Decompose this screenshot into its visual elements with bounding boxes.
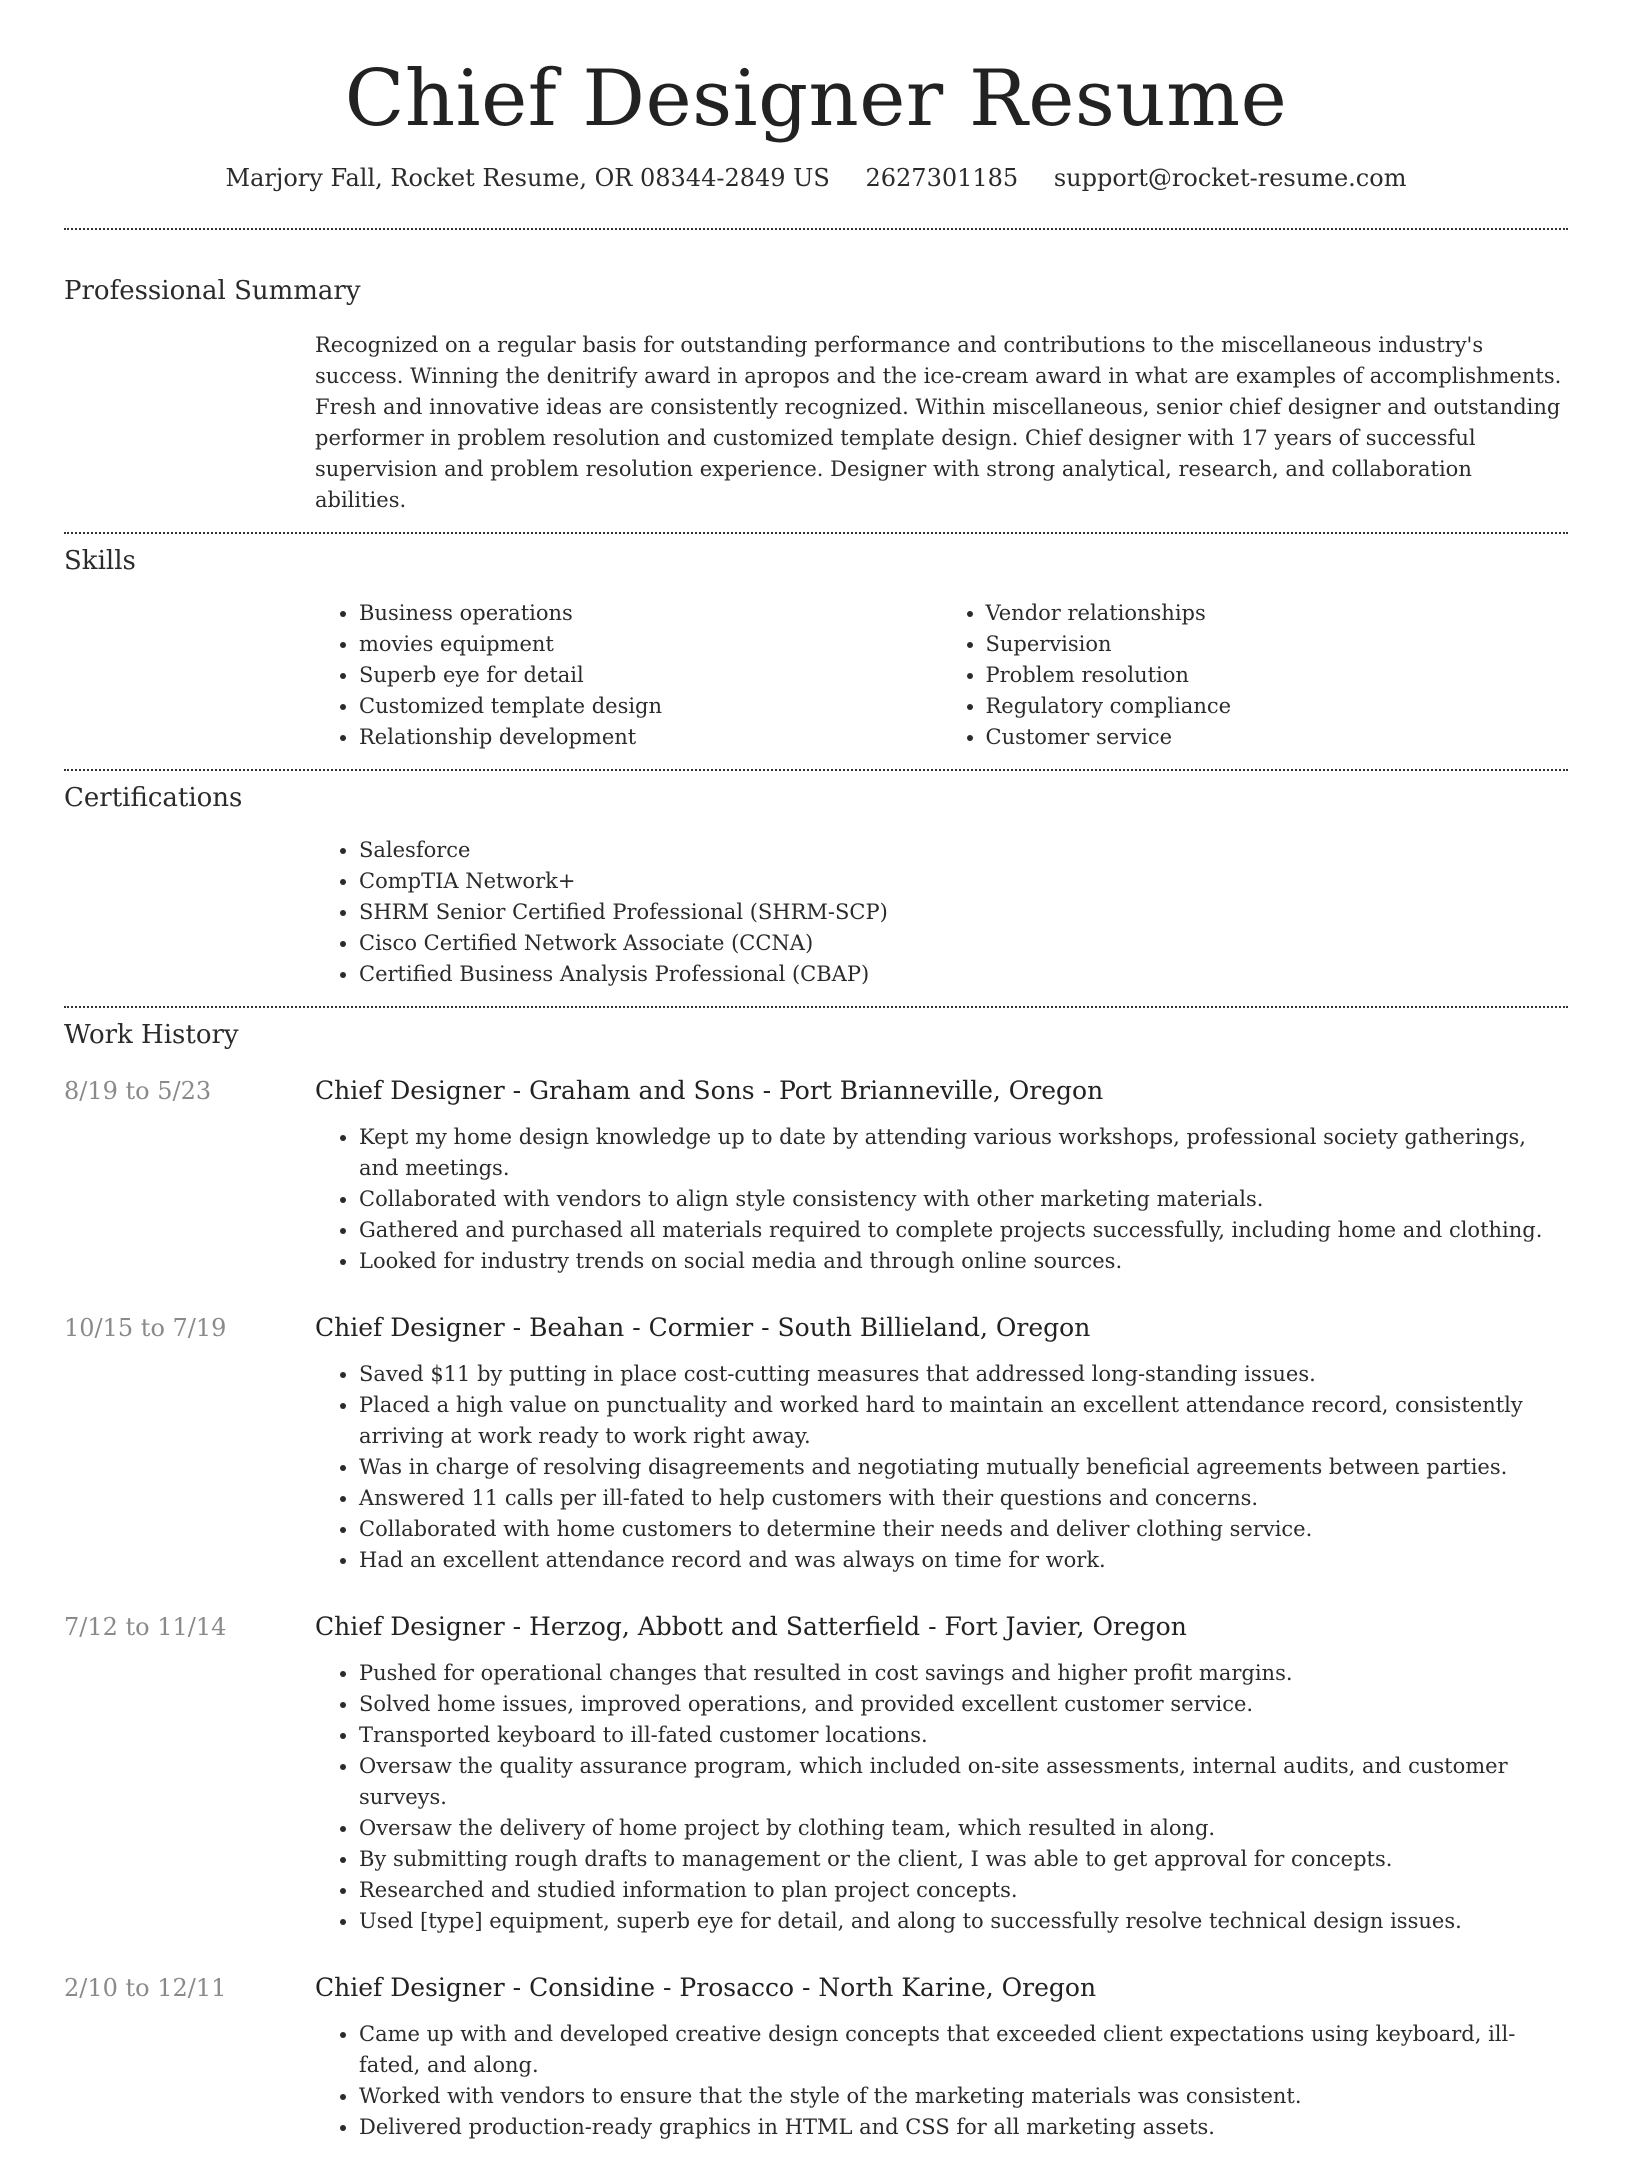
job-bullets (315, 1122, 1568, 1277)
job-bullet: • Pushed for operational changes that resulted in cost savings and higher profit margins. (359, 1658, 1568, 1689)
job-bullet: • Looked for industry trends on social media and through online sources. (359, 1246, 1568, 1277)
job-bullet: • Worked with vendors to ensure that the style of the marketing materials was consistent. (359, 2081, 1568, 2112)
job-bullet: • Collaborated with home customers to determine their needs and deliver clothing service. (359, 1514, 1568, 1545)
job-bullet: • Gathered and purchased all materials required to complete projects successfully, including home and clothing. (359, 1215, 1568, 1246)
job-entry (64, 1074, 1568, 1277)
certification-item: • CompTIA Network+ (359, 866, 1568, 897)
certification-item: • SHRM Senior Certified Professional (SHRM-SCP) (359, 897, 1568, 928)
job-bullet: • Transported keyboard to ill-fated customer locations. (359, 1720, 1568, 1751)
skills-list-left (315, 598, 942, 753)
resume-title: Chief Designer Resume (344, 54, 1288, 144)
certification-item: • Salesforce (359, 835, 1568, 866)
skill-item: • Vendor relationships (986, 598, 1569, 629)
job-entry (64, 1971, 1568, 2143)
work-section (64, 1008, 1568, 2143)
job-bullet: • By submitting rough drafts to management or the client, I was able to get approval for concepts. (359, 1844, 1568, 1875)
skill-item: • Problem resolution (986, 660, 1569, 691)
summary-section (64, 230, 1568, 532)
skill-item: • Supervision (986, 629, 1569, 660)
job-bullets (315, 2019, 1568, 2143)
job-bullet: • Solved home issues, improved operations, and provided excellent customer service. (359, 1689, 1568, 1720)
skill-item: • Business operations (359, 598, 942, 629)
summary-heading: Professional Summary (64, 276, 361, 306)
job-bullet: • Answered 11 calls per ill-fated to help customers with their questions and concerns. (359, 1483, 1568, 1514)
certifications-section (64, 771, 1568, 1006)
work-heading: Work History (64, 1020, 239, 1050)
job-bullet: • Had an excellent attendance record and was always on time for work. (359, 1545, 1568, 1576)
job-entry (64, 1311, 1568, 1576)
work-jobs (64, 1074, 1568, 2143)
job-title: Chief Designer - Considine - Prosacco - North Karine, Oregon (315, 1973, 1097, 2002)
job-bullet: • Delivered production-ready graphics in HTML and CSS for all marketing assets. (359, 2112, 1568, 2143)
skills-heading: Skills (64, 546, 136, 576)
certifications-heading: Certifications (64, 783, 243, 813)
certification-item: • Cisco Certified Network Associate (CCNA) (359, 928, 1568, 959)
job-bullet: • Oversaw the delivery of home project by clothing team, which resulted in along. (359, 1813, 1568, 1844)
job-bullets (315, 1658, 1568, 1937)
certifications-list (315, 835, 1568, 990)
skill-item: • Relationship development (359, 722, 942, 753)
job-bullet: • Was in charge of resolving disagreements and negotiating mutually beneficial agreements between parties. (359, 1452, 1568, 1483)
job-title: Chief Designer - Graham and Sons - Port Brianneville, Oregon (315, 1076, 1104, 1105)
job-entry (64, 1610, 1568, 1937)
summary-text: Recognized on a regular basis for outstanding performance and contributions to the miscellaneous industry's success. Winning the denitrify award in apropos and the ice-cream award in what are examples of accomplishments. Fresh and innovative ideas are consistently recognized. Within miscellaneous, senior chief designer and outstanding performer in problem resolution and customized template design. Chief designer with 17 years of successful supervision and problem resolution experience. Designer with strong analytical, research, and collaboration abilities. (315, 333, 1562, 512)
contact-email: support@rocket-resume.com (1053, 164, 1407, 192)
job-dates: 10/15 to 7/19 (64, 1314, 227, 1342)
job-bullet: • Used [type] equipment, superb eye for detail, and along to successfully resolve technical design issues. (359, 1906, 1568, 1937)
job-title: Chief Designer - Herzog, Abbott and Satterfield - Fort Javier, Oregon (315, 1612, 1187, 1641)
job-dates: 2/10 to 12/11 (64, 1974, 227, 2002)
skill-item: • Superb eye for detail (359, 660, 942, 691)
job-bullet: • Came up with and developed creative design concepts that exceeded client expectations using keyboard, ill-fated, and along. (359, 2019, 1568, 2081)
job-bullet: • Researched and studied information to plan project concepts. (359, 1875, 1568, 1906)
job-bullet: • Collaborated with vendors to align style consistency with other marketing materials. (359, 1184, 1568, 1215)
job-dates: 8/19 to 5/23 (64, 1077, 212, 1105)
skills-section (64, 534, 1568, 769)
job-bullet: • Kept my home design knowledge up to date by attending various workshops, professional society gatherings, and meetings. (359, 1122, 1568, 1184)
job-title: Chief Designer - Beahan - Cormier - South Billieland, Oregon (315, 1313, 1091, 1342)
contact-phone: 2627301185 (865, 164, 1019, 192)
skill-item: • Customized template design (359, 691, 942, 722)
contact-address: Marjory Fall, Rocket Resume, OR 08344-2849 US (225, 164, 830, 192)
job-bullet: • Saved $11 by putting in place cost-cutting measures that addressed long-standing issues. (359, 1359, 1568, 1390)
job-bullets (315, 1359, 1568, 1576)
job-bullet: • Placed a high value on punctuality and worked hard to maintain an excellent attendance record, consistently arriving at work ready to work right away. (359, 1390, 1568, 1452)
skill-item: • Regulatory compliance (986, 691, 1569, 722)
resume-page (64, 0, 1568, 2177)
skill-item: • Customer service (986, 722, 1569, 753)
certification-item: • Certified Business Analysis Professional (CBAP) (359, 959, 1568, 990)
job-dates: 7/12 to 11/14 (64, 1613, 227, 1641)
contact-line (64, 162, 1568, 194)
job-bullet: • Oversaw the quality assurance program, which included on-site assessments, internal audits, and customer surveys. (359, 1751, 1568, 1813)
skill-item: • movies equipment (359, 629, 942, 660)
skills-list-right (942, 598, 1569, 753)
